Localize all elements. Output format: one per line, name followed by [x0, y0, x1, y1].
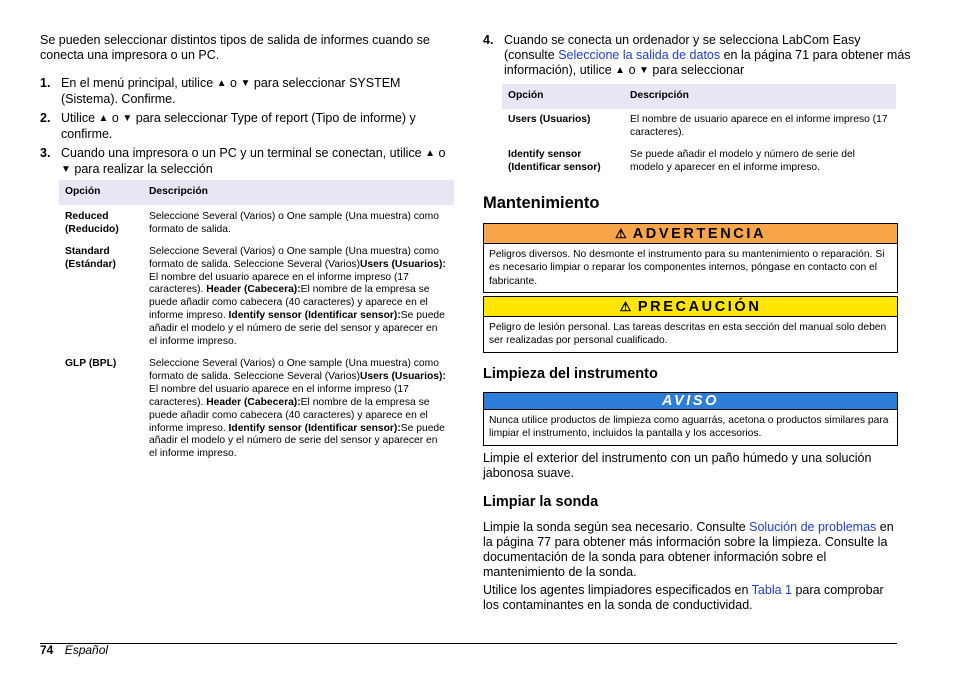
- intro-paragraph: Se pueden seleccionar distintos tipos de salida de informes cuando se conecta una impresora o un PC.: [40, 33, 430, 62]
- down-arrow-icon: ▼: [61, 164, 71, 175]
- warning-header: ⚠ ADVERTENCIA: [484, 224, 897, 244]
- step-list: [40, 76, 455, 178]
- caution-header: ⚠ PRECAUCIÓN: [484, 297, 897, 317]
- step-number: 4.: [483, 33, 494, 47]
- link-table-1[interactable]: Tabla 1: [751, 583, 792, 597]
- column-header: Opción: [59, 180, 143, 205]
- notice-box: [483, 392, 898, 446]
- step-number: 1.: [40, 76, 51, 90]
- step-3: 3. Cuando una impresora o un PC y un terminal se conectan, utilice ▲ o ▼ para realizar la selección: [40, 146, 446, 176]
- step-number: 3.: [40, 146, 51, 160]
- footer-language: Español: [64, 643, 109, 657]
- description-cell: Seleccione Several (Varios) o One sample (Una muestra) como formato de salida. Seleccione Several (Varios)Users (Usuarios): El nombre del usuario aparece en el informe impreso (17 caracteres). Header (Cabecera):El nombre de la empresa se puede añadir como cabecera (40 caracteres) y aparece en el informe impreso. Identify sensor (Identificar sensor):Se puede añadir el modelo y el número de serie del sensor y aparecer en el informe impreso.: [149, 245, 446, 348]
- table-header-row: [59, 180, 454, 205]
- down-arrow-icon: ▼: [122, 113, 133, 124]
- description-cell: Seleccione Several (Varios) o One sample (Una muestra) como formato de salida. Seleccione Several (Varios)Users (Usuarios): El nombre del usuario aparece en el informe impreso (17 caracteres). Header (Cabecera):El nombre de la empresa se puede añadir como cabecera (40 caracteres) y aparece en el informe impreso. Identify sensor (Identificar sensor):Se puede añadir el modelo y el número de serie del sensor y aparecer en el informe impreso.: [149, 357, 446, 460]
- option-cell: Standard (Estándar): [65, 245, 116, 270]
- notice-text: Nunca utilice productos de limpieza como aguarrás, acetona o productos similares para limpiar el instrumento, incluidos la pantalla y los accesorios.: [489, 415, 889, 440]
- footer: [40, 643, 108, 657]
- table-row: [502, 109, 896, 143]
- description-cell: El nombre de usuario aparece en el informe impreso (17 caracteres).: [630, 113, 888, 138]
- step-1: 1. En el menú principal, utilice ▲ o ▼ para seleccionar SYSTEM (Sistema). Confirme.: [40, 76, 401, 106]
- description-cell: Seleccione Several (Varios) o One sample (Una muestra) como formato de salida.: [149, 210, 439, 235]
- labcom-options-table: [502, 84, 896, 178]
- footer-rule: [40, 643, 897, 644]
- table-header-row: [502, 84, 896, 109]
- option-cell: GLP (BPL): [65, 357, 117, 369]
- probe-paragraph-1: Limpie la sonda según sea necesario. Consulte Solución de problemas en la página 77 para obtener más información sobre la limpieza. Consulte la documentación de la sonda para obtener información sobre el mantenimiento de la sonda.: [483, 520, 894, 579]
- down-arrow-icon: ▼: [639, 65, 649, 76]
- table-row: [59, 205, 454, 240]
- table-row: [59, 352, 454, 464]
- column-header: Descripción: [143, 180, 454, 205]
- step-number: 2.: [40, 111, 51, 125]
- table-row: [502, 143, 896, 178]
- table-row: [59, 240, 454, 352]
- caution-text: Peligro de lesión personal. Las tareas descritas en esta sección del manual solo deben ser realizadas por personal cualificado.: [489, 322, 887, 347]
- page-number: 74: [40, 643, 54, 657]
- up-arrow-icon: ▲: [615, 65, 626, 76]
- option-cell: Users (Usuarios): [508, 113, 591, 125]
- warning-box: [483, 223, 898, 293]
- column-header: Descripción: [624, 84, 896, 109]
- caution-box: [483, 296, 898, 353]
- heading-maintenance: Mantenimiento: [483, 194, 600, 212]
- down-arrow-icon: ▼: [240, 78, 251, 89]
- link-troubleshooting[interactable]: Solución de problemas: [749, 520, 877, 534]
- column-header: Opción: [502, 84, 624, 109]
- notice-header: AVISO: [484, 393, 897, 410]
- output-options-table: [59, 180, 454, 464]
- up-arrow-icon: ▲: [425, 148, 436, 159]
- warning-triangle-icon: ⚠: [619, 299, 632, 314]
- warning-text: Peligros diversos. No desmonte el instrumento para su mantenimiento o reparación. Si es necesario limpiar o reparar los componentes internos, póngase en contacto con el fabricante.: [489, 249, 885, 287]
- description-cell: Se puede añadir el modelo y número de serie del modelo y aparecer en el informe impreso.: [630, 148, 855, 173]
- clean-paragraph: Limpie el exterior del instrumento con un paño húmedo y una solución jabonosa suave.: [483, 451, 872, 480]
- probe-paragraph-2: Utilice los agentes limpiadores especificados en Tabla 1 para comprobar los contaminantes en la sonda de conductividad.: [483, 583, 884, 612]
- option-cell: Reduced (Reducido): [65, 210, 119, 235]
- heading-clean-instrument: Limpieza del instrumento: [483, 366, 658, 382]
- up-arrow-icon: ▲: [216, 78, 227, 89]
- warning-triangle-icon: ⚠: [614, 226, 627, 241]
- option-cell: Identify sensor (Identificar sensor): [508, 148, 601, 173]
- up-arrow-icon: ▲: [98, 113, 109, 124]
- step-2: 2. Utilice ▲ o ▼ para seleccionar Type of report (Tipo de informe) y confirme.: [40, 111, 416, 141]
- heading-clean-probe: Limpiar la sonda: [483, 494, 599, 510]
- step-4: 4. Cuando se conecta un ordenador y se selecciona LabCom Easy (consulte Seleccione la salida de datos en la página 71 para obtener más información), utilice ▲ o ▼ para seleccionar: [483, 33, 911, 77]
- link-data-output[interactable]: Seleccione la salida de datos: [558, 48, 721, 62]
